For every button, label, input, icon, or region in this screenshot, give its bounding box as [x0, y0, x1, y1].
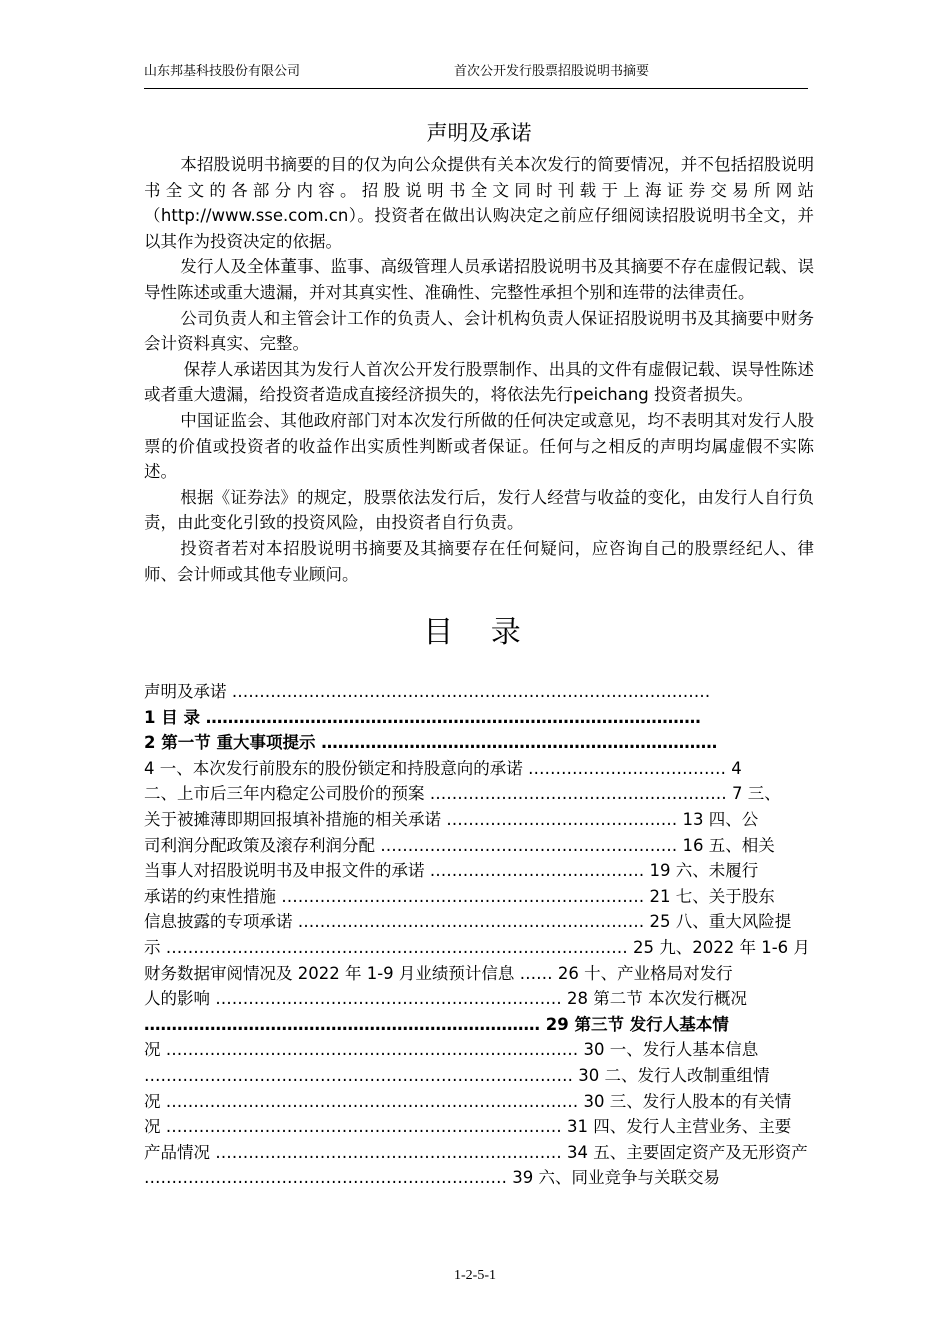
toc-line[interactable]: 司利润分配政策及滚存利润分配 ……………………………………………… 16 五、相关: [144, 835, 775, 855]
declaration-paragraph: 投资者若对本招股说明书摘要及其摘要存在任何疑问，应咨询自己的股票经纪人、律师、会计师或其他专业顾问。: [144, 538, 814, 584]
toc-line[interactable]: …………………………………………………………………… 30 二、发行人改制重组情: [144, 1066, 770, 1085]
declaration-paragraph: 根据《证券法》的规定，股票依法发行后，发行人经营与收益的变化，由发行人自行负责，由此变化引致的投资风险，由投资者自行负责。: [144, 487, 814, 533]
toc-line[interactable]: 况 ………………………………………………………………… 30 一、发行人基本信息: [144, 1040, 759, 1060]
toc-line[interactable]: 4 一、本次发行前股东的股份锁定和持股意向的承诺 ……………………………… 4: [144, 758, 742, 778]
toc-line[interactable]: ……………………………………………………………… 29 第三节 发行人基本情: [144, 1014, 729, 1034]
declaration-paragraph: 发行人及全体董事、监事、高级管理人员承诺招股说明书及其摘要不存在虚假记载、误导性陈述或重大遗漏，并对其真实性、准确性、完整性承担个别和连带的法律责任。: [144, 257, 814, 302]
toc-line[interactable]: 1 目 录 ………………………………………………………………………………: [144, 707, 701, 727]
declaration-paragraph: 公司负责人和主管会计工作的负责人、会计机构负责人保证招股说明书及其摘要中财务会计资料真实、完整。: [144, 308, 814, 354]
toc-line[interactable]: 声明及承诺 ……………………………………………………………………………: [144, 682, 711, 702]
toc-line[interactable]: ………………………………………………………… 39 六、同业竞争与关联交易: [144, 1168, 720, 1188]
toc-line[interactable]: 产品情况 ……………………………………………………… 34 五、主要固定资产及无形资产: [144, 1142, 808, 1162]
toc-line[interactable]: 关于被摊薄即期回报填补措施的相关承诺 …………………………………… 13 四、公: [144, 810, 759, 830]
header-company: 山东邦基科技股份有限公司: [144, 64, 301, 79]
toc-line[interactable]: 况 ………………………………………………………………… 30 三、发行人股本的有关情: [144, 1091, 792, 1111]
declaration-paragraph: 保荐人承诺因其为发行人首次公开发行股票制作、出具的文件有虚假记载、误导性陈述或者重大遗漏，给投资者造成直接经济损失的，将依法先行peichang 投资者损失。: [144, 359, 814, 405]
toc-line[interactable]: 承诺的约束性措施 ………………………………………………………… 21 七、关于股东: [144, 886, 775, 906]
toc-title: 目 录: [423, 615, 535, 651]
toc-line[interactable]: 二、上市后三年内稳定公司股价的预案 ……………………………………………… 7 三、: [144, 784, 781, 804]
page-header: [144, 58, 808, 89]
declaration-paragraph: 本招股说明书摘要的目的仅为向公众提供有关本次发行的简要情况，并不包括招股说明书全文的各部分内容。招股说明书全文同时刊载于上海证券交易所网站（http://www.sse.com.cn）。投资者在做出认购决定之前应仔细阅读招股说明书全文，并以其作为投资决定的依据。: [144, 155, 814, 251]
toc-line[interactable]: 财务数据审阅情况及 2022 年 1-9 月业绩预计信息 …… 26 十、产业格局对发行: [144, 963, 733, 983]
toc-line[interactable]: 况 ……………………………………………………………… 31 四、发行人主营业务、主要: [144, 1117, 792, 1137]
declaration-title: 声明及承诺: [426, 121, 532, 145]
table-of-contents: [144, 679, 814, 1191]
toc-line[interactable]: 2 第一节 重大事项提示 ………………………………………………………………: [144, 733, 718, 753]
header-document-title: 首次公开发行股票招股说明书摘要: [454, 64, 650, 79]
toc-line[interactable]: 人的影响 ……………………………………………………… 28 第二节 本次发行概况: [144, 989, 747, 1009]
toc-line[interactable]: 当事人对招股说明书及申报文件的承诺 ………………………………… 19 六、未履行: [144, 861, 759, 881]
toc-line[interactable]: 信息披露的专项承诺 ……………………………………………………… 25 八、重大风险提: [144, 912, 792, 932]
page-content: [144, 118, 814, 1191]
toc-line[interactable]: 示 ………………………………………………………………………… 25 九、2022 年 1-6 月: [144, 938, 810, 958]
page-number: 1-2-5-1: [454, 1268, 496, 1283]
declaration-paragraph: 中国证监会、其他政府部门对本次发行所做的任何决定或意见，均不表明其对发行人股票的价值或投资者的收益作出实质性判断或者保证。任何与之相反的声明均属虚假不实陈述。: [144, 410, 814, 482]
